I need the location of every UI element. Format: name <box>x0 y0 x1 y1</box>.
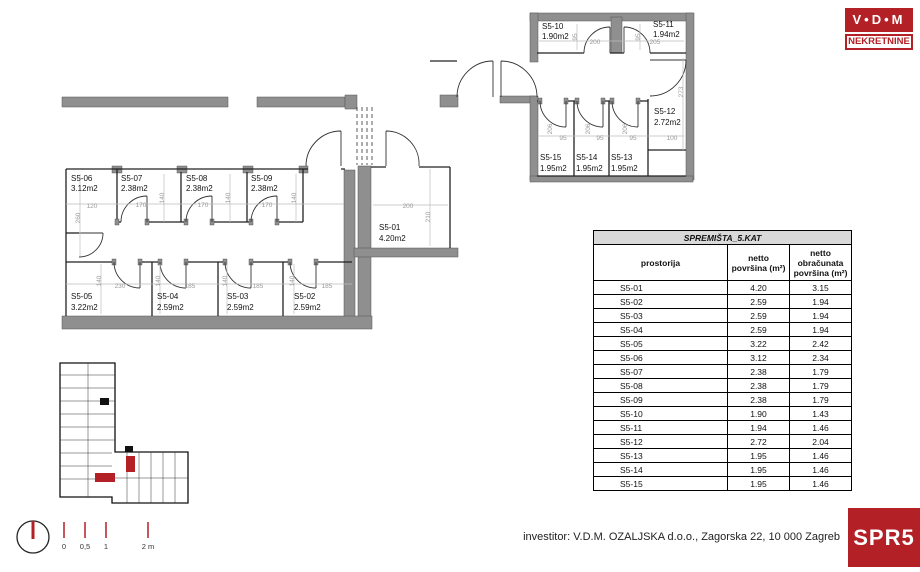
table-cell: 4.20 <box>728 281 790 295</box>
scale-label: 1 <box>103 542 109 551</box>
room-id: S5-03 <box>227 292 249 301</box>
room-area: 2.59m2 <box>157 303 184 312</box>
table-cell: 3.15 <box>790 281 852 295</box>
room-id: S5-08 <box>186 174 208 183</box>
table-cell: 1.79 <box>790 379 852 393</box>
key-plan-shaft <box>125 446 133 452</box>
dim-label: 140 <box>155 275 162 287</box>
table-cell: 2.38 <box>728 379 790 393</box>
company-logo <box>845 8 913 50</box>
room-area: 2.72m2 <box>654 118 681 127</box>
table-cell: 1.46 <box>790 449 852 463</box>
sheet-number-badge: SPR5 <box>848 508 920 567</box>
room-area: 3.12m2 <box>71 184 98 193</box>
room-id: S5-10 <box>542 22 564 31</box>
table-cell: 2.38 <box>728 393 790 407</box>
room-area: 1.95m2 <box>540 164 567 173</box>
dim-label: 260 <box>75 212 82 224</box>
table-cell: 1.95 <box>728 449 790 463</box>
room-area: 1.90m2 <box>542 32 569 41</box>
table-row <box>594 421 852 435</box>
table-cell: S5-08 <box>594 379 728 393</box>
table-row <box>594 379 852 393</box>
table-cell: S5-06 <box>594 351 728 365</box>
dim-label: 95 <box>629 135 637 142</box>
room-area: 1.95m2 <box>611 164 638 173</box>
table-cell: 1.79 <box>790 393 852 407</box>
table-row <box>594 365 852 379</box>
dim-label: 95 <box>596 135 604 142</box>
room-area: 1.94m2 <box>653 30 680 39</box>
table-cell: S5-05 <box>594 337 728 351</box>
table-row <box>594 309 852 323</box>
table-cell: 1.95 <box>728 463 790 477</box>
table-cell: S5-14 <box>594 463 728 477</box>
room-id: S5-02 <box>294 292 316 301</box>
dim-label: 200 <box>402 203 414 210</box>
table-cell: S5-11 <box>594 421 728 435</box>
key-plan-shaft <box>100 398 109 405</box>
dim-label: 185 <box>252 283 264 290</box>
room-id: S5-05 <box>71 292 93 301</box>
table-cell: 1.90 <box>728 407 790 421</box>
room-id: S5-11 <box>653 20 674 29</box>
table-cell: S5-02 <box>594 295 728 309</box>
table-cell: 2.42 <box>790 337 852 351</box>
table-title: SPREMIŠTA_5.KAT <box>594 231 852 245</box>
room-labels <box>71 20 681 312</box>
dim-label: 120 <box>86 203 98 210</box>
table-cell: S5-13 <box>594 449 728 463</box>
table-row <box>594 295 852 309</box>
table-cell: S5-12 <box>594 435 728 449</box>
table-cell: 2.72 <box>728 435 790 449</box>
table-cell: 1.79 <box>790 365 852 379</box>
table-cell: S5-15 <box>594 477 728 491</box>
dim-label: 210 <box>425 211 432 223</box>
key-plan <box>60 363 188 503</box>
dim-label: 206 <box>547 123 554 135</box>
key-plan-highlight <box>95 473 115 482</box>
dim-label: 170 <box>261 202 273 209</box>
dim-label: 140 <box>225 192 232 204</box>
column-header-prostorija: prostorija <box>594 245 728 281</box>
table-cell: 2.59 <box>728 323 790 337</box>
dim-label: 95 <box>559 135 567 142</box>
dim-label: 100 <box>666 135 678 142</box>
table-row <box>594 435 852 449</box>
dim-label: 140 <box>96 275 103 287</box>
dim-label: 185 <box>184 283 196 290</box>
room-id: S5-13 <box>611 153 633 162</box>
room-area: 2.59m2 <box>227 303 254 312</box>
table-cell: 2.34 <box>790 351 852 365</box>
column-header-netto: netto površina (m²) <box>728 245 790 281</box>
table-row <box>594 281 852 295</box>
dim-label: 206 <box>622 123 629 135</box>
table-row <box>594 407 852 421</box>
column-header-obracunata: netto obračunata površina (m²) <box>790 245 852 281</box>
room-id: S5-14 <box>576 153 598 162</box>
dim-label: 230 <box>114 283 126 290</box>
dim-label: 140 <box>159 192 166 204</box>
table-cell: 3.12 <box>728 351 790 365</box>
table-cell: S5-01 <box>594 281 728 295</box>
key-plan-highlight <box>126 456 135 472</box>
room-id: S5-07 <box>121 174 143 183</box>
dim-label: 206 <box>585 123 592 135</box>
table-cell: S5-09 <box>594 393 728 407</box>
dashed-joint-lines <box>357 107 372 165</box>
dim-label: 170 <box>197 202 209 209</box>
table-cell: 1.46 <box>790 463 852 477</box>
scale-label: 0,5 <box>79 542 91 551</box>
table-cell: S5-10 <box>594 407 728 421</box>
compass <box>17 521 49 553</box>
room-area: 2.38m2 <box>186 184 213 193</box>
room-id: S5-09 <box>251 174 273 183</box>
table-row <box>594 351 852 365</box>
dim-label: 170 <box>135 202 147 209</box>
table-cell: 2.04 <box>790 435 852 449</box>
room-area: 4.20m2 <box>379 234 406 243</box>
room-id: S5-12 <box>654 107 676 116</box>
table-cell: 1.94 <box>790 323 852 337</box>
table-row <box>594 337 852 351</box>
table-cell: 1.94 <box>790 295 852 309</box>
logo-nekretnine: NEKRETNINE <box>845 34 913 50</box>
dim-label: 140 <box>291 192 298 204</box>
areas-table <box>593 230 852 491</box>
room-area: 3.22m2 <box>71 303 98 312</box>
room-area: 2.38m2 <box>121 184 148 193</box>
investor-line: investitor: V.D.M. OZALJSKA d.o.o., Zagorska 22, 10 000 Zagreb <box>523 531 840 543</box>
table-cell: S5-04 <box>594 323 728 337</box>
table-cell: 1.46 <box>790 477 852 491</box>
dim-label: 200 <box>589 39 601 46</box>
room-id: S5-15 <box>540 153 562 162</box>
table-row <box>594 477 852 491</box>
room-id: S5-04 <box>157 292 179 301</box>
room-id: S5-06 <box>71 174 93 183</box>
dim-label: 140 <box>289 275 296 287</box>
table-cell: S5-07 <box>594 365 728 379</box>
room-area: 1.95m2 <box>576 164 603 173</box>
table-row <box>594 323 852 337</box>
room-area: 2.38m2 <box>251 184 278 193</box>
dim-label: 95 <box>635 33 642 41</box>
scale-bar <box>62 522 154 551</box>
table-cell: S5-03 <box>594 309 728 323</box>
dim-label: 185 <box>321 283 333 290</box>
table-cell: 1.94 <box>728 421 790 435</box>
scale-label: 0 <box>61 542 67 551</box>
table-cell: 3.22 <box>728 337 790 351</box>
dim-label: 205 <box>649 39 661 46</box>
table-row <box>594 393 852 407</box>
table-cell: 1.94 <box>790 309 852 323</box>
scale-label: 2 m <box>141 542 155 551</box>
table-cell: 2.59 <box>728 295 790 309</box>
dim-label: 95 <box>572 33 579 41</box>
dim-label: 273 <box>678 86 685 98</box>
table-cell: 1.95 <box>728 477 790 491</box>
table-cell: 2.59 <box>728 309 790 323</box>
room-area: 2.59m2 <box>294 303 321 312</box>
logo-vdm: V•D•M <box>845 8 913 32</box>
table-cell: 1.43 <box>790 407 852 421</box>
table-cell: 2.38 <box>728 365 790 379</box>
table-cell: 1.46 <box>790 421 852 435</box>
room-id: S5-01 <box>379 223 401 232</box>
table-row <box>594 449 852 463</box>
table-row <box>594 463 852 477</box>
dim-label: 140 <box>222 275 229 287</box>
